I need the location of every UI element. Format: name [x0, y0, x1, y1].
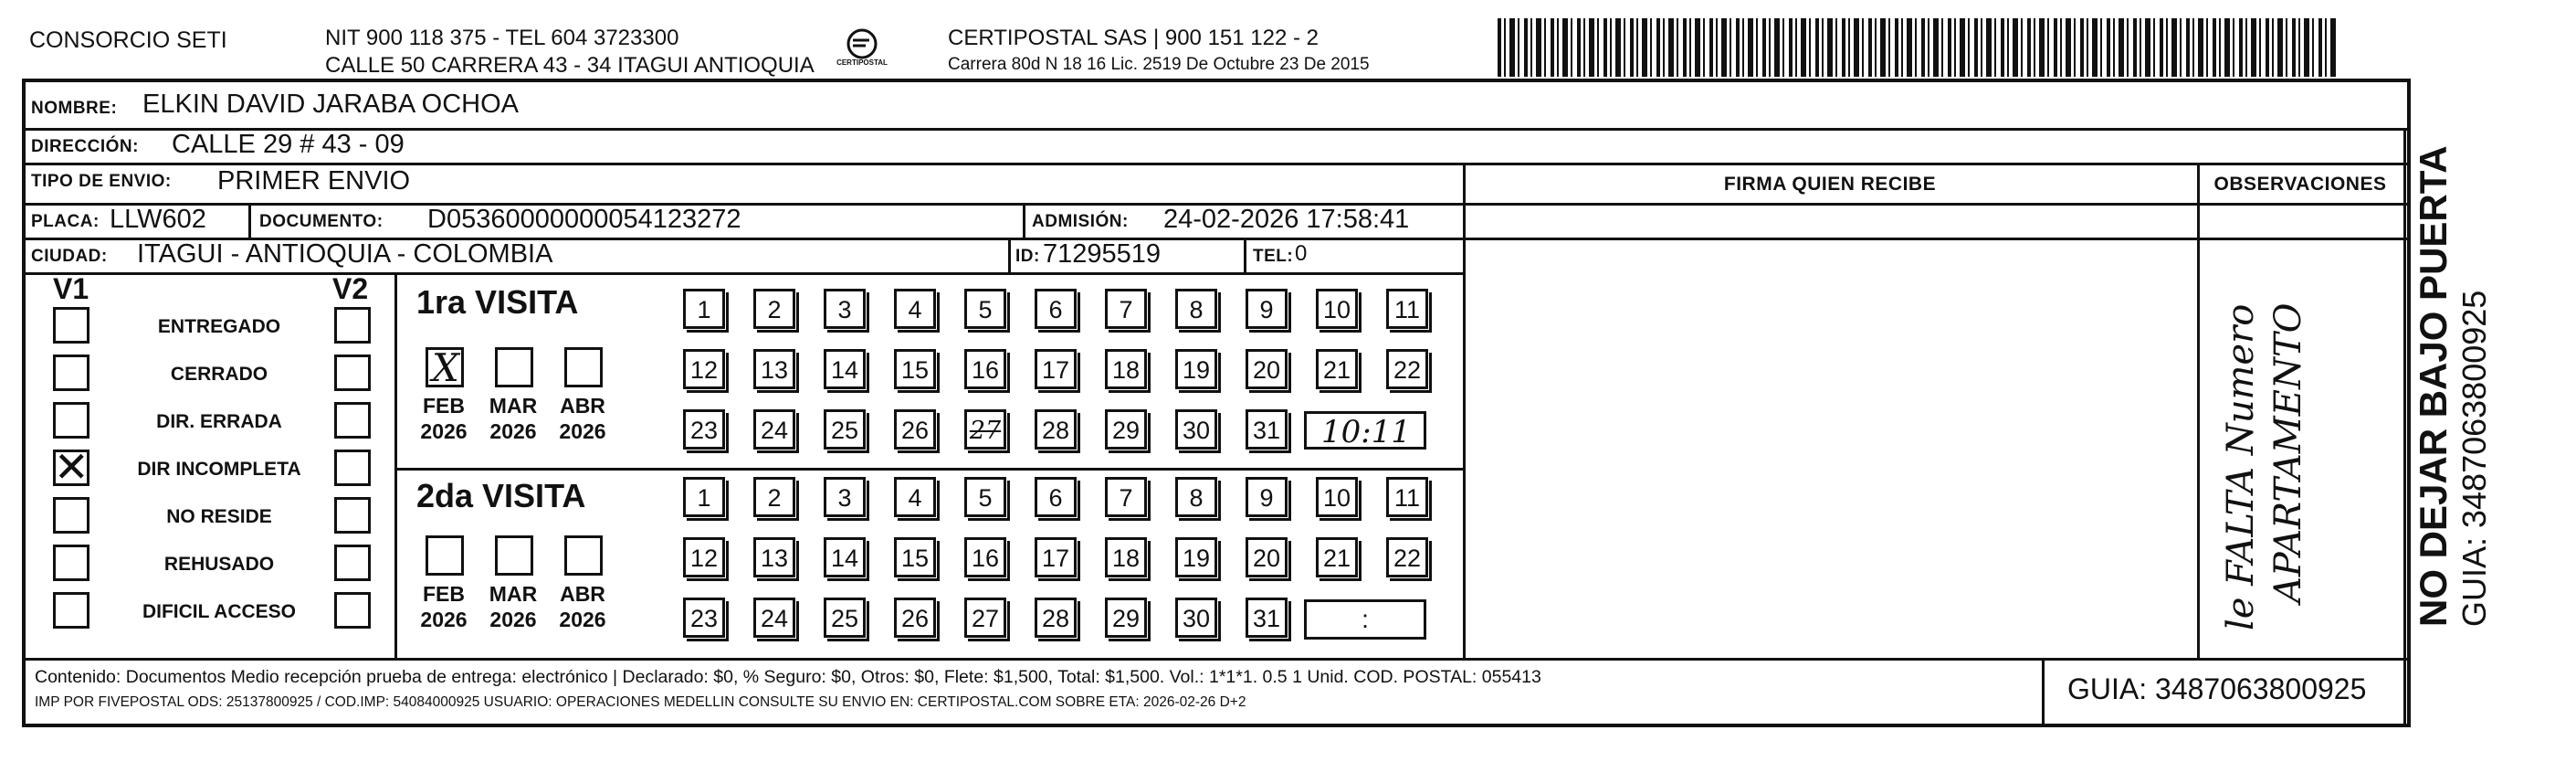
v2-checkbox[interactable] [334, 355, 371, 391]
day-box[interactable] [894, 349, 936, 389]
day-box[interactable] [753, 349, 795, 389]
day-number: 9 [1259, 484, 1274, 512]
day-number: 3 [837, 296, 852, 323]
month-label: ABR 2026 [559, 394, 606, 443]
day-number: 6 [1048, 484, 1063, 512]
v1-checkbox[interactable] [53, 545, 89, 581]
shipment-type-label: TIPO DE ENVIO: [31, 172, 172, 191]
day-number: 5 [978, 296, 993, 323]
side-warning: NO DEJAR BAJO PUERTA GUIA: 3487063800925 [2412, 145, 2493, 627]
day-number: 17 [1041, 545, 1070, 572]
day-box[interactable] [753, 409, 795, 450]
month-checkbox[interactable] [495, 535, 533, 576]
day-number: 1 [697, 484, 711, 512]
tel-value: 0 [1295, 241, 1308, 266]
day-box[interactable] [1105, 289, 1147, 329]
day-number: 22 [1393, 356, 1422, 384]
day-box[interactable] [753, 537, 795, 577]
second-visit-time-box[interactable] [1304, 599, 1426, 640]
day-number: 11 [1393, 484, 1421, 512]
day-number: 18 [1111, 545, 1141, 572]
day-number: 16 [971, 545, 1000, 572]
carrier-license: Carrera 80d N 18 16 Lic. 2519 De Octubre 23 De 2015 [948, 55, 1370, 74]
day-box[interactable] [683, 409, 725, 450]
v1-checkbox[interactable] [53, 442, 89, 492]
month-label: FEB 2026 [420, 394, 468, 443]
day-box[interactable] [824, 409, 866, 450]
day-number: 19 [1182, 545, 1211, 572]
day-box[interactable] [1316, 349, 1358, 389]
day-number: 20 [1252, 545, 1281, 572]
day-box[interactable] [964, 537, 1006, 577]
v1-header: V1 [53, 272, 89, 305]
day-number: 28 [1041, 605, 1070, 632]
day-box[interactable] [1246, 409, 1288, 450]
day-box[interactable] [1175, 537, 1217, 577]
v2-header: V2 [332, 272, 369, 305]
month-checkbox[interactable] [564, 535, 603, 576]
day-number: 12 [689, 356, 719, 384]
v2-checkbox[interactable] [334, 307, 371, 344]
first-visit-time-box[interactable] [1304, 411, 1426, 450]
day-box[interactable] [753, 598, 795, 638]
status-option-label: ENTREGADO [157, 316, 281, 337]
day-number: 25 [830, 417, 859, 444]
day-box[interactable] [753, 289, 795, 329]
day-number: 10 [1322, 484, 1351, 512]
day-number: 8 [1189, 484, 1204, 512]
day-box[interactable] [1386, 477, 1428, 517]
address-label: DIRECCIÓN: [31, 137, 139, 156]
admission-label: ADMISIÓN: [1032, 212, 1129, 231]
day-number: 7 [1119, 296, 1133, 323]
day-number: 13 [760, 545, 789, 572]
day-box[interactable] [1386, 537, 1428, 577]
day-box[interactable] [1175, 477, 1217, 517]
day-box[interactable] [894, 409, 936, 450]
day-box[interactable] [683, 477, 725, 517]
status-option-label: NO RESIDE [166, 506, 272, 527]
day-box[interactable] [1316, 289, 1358, 329]
day-box[interactable] [964, 598, 1006, 638]
day-number: 11 [1393, 296, 1421, 323]
day-number: 9 [1259, 296, 1274, 323]
month-checkbox[interactable] [495, 347, 533, 387]
month-label: ABR 2026 [559, 582, 606, 631]
shipment-type: PRIMER ENVIO [217, 166, 411, 196]
plate-label: PLACA: [31, 212, 100, 231]
month-checkbox[interactable] [426, 345, 464, 390]
day-number: 8 [1189, 296, 1204, 323]
day-box[interactable] [1035, 349, 1077, 389]
status-option-label: DIFICIL ACCESO [142, 601, 296, 622]
observation-note: le FALTA Numero APARTAMENTO [2220, 302, 2309, 630]
first-visit-time: 10:11 [1321, 414, 1411, 450]
day-box[interactable] [894, 598, 936, 638]
day-box[interactable] [1175, 349, 1217, 389]
day-box[interactable] [1246, 289, 1288, 329]
company-address: CALLE 50 CARRERA 43 - 34 ITAGUI ANTIOQUIA [325, 53, 815, 78]
day-number: 27 [971, 605, 1000, 632]
day-number: 27 [969, 417, 1002, 445]
day-box[interactable] [1105, 409, 1147, 450]
day-number: 23 [689, 605, 719, 632]
recipient-address: CALLE 29 # 43 - 09 [172, 130, 405, 159]
day-number: 1 [697, 296, 711, 323]
content-line: Contenido: Documentos Medio recepción prueba de entrega: electrónico | Declarado: $0, % Seguro: $0, Otros: $0, Flete: $1,500, Total: $1,500. Vol.: 1*1*1. 0.5 1 Unid. COD. POSTAL: 055413 [35, 667, 1541, 687]
v1-checkbox[interactable] [53, 592, 89, 629]
day-box[interactable] [1386, 289, 1428, 329]
day-number: 16 [971, 356, 1000, 384]
imp-line: IMP POR FIVEPOSTAL ODS: 25137800925 / COD.IMP: 54084000925 USUARIO: OPERACIONES MEDELLIN CONSULTE SU ENVIO EN: CERTIPOSTAL.COM SOBRE ETA: 2026-02-26 D+2 [35, 694, 1246, 710]
day-number: 10 [1322, 296, 1351, 323]
day-box[interactable] [894, 289, 936, 329]
status-option-label: REHUSADO [163, 554, 275, 575]
v1-checkbox[interactable] [53, 355, 89, 391]
day-number: 2 [767, 484, 782, 512]
id-label: ID: [1015, 247, 1040, 266]
day-number: 3 [837, 484, 852, 512]
admission-value: 24-02-2026 17:58:41 [1163, 205, 1410, 234]
observations-header: OBSERVACIONES [2213, 174, 2387, 195]
month-label: MAR 2026 [489, 582, 538, 631]
day-box[interactable] [1386, 349, 1428, 389]
day-box[interactable] [753, 477, 795, 517]
day-box[interactable] [824, 477, 866, 517]
day-number: 25 [830, 605, 859, 632]
day-number: 26 [900, 605, 930, 632]
recipient-name: ELKIN DAVID JARABA OCHOA [142, 90, 520, 119]
footer-guia: GUIA: 3487063800925 [2067, 672, 2367, 705]
day-box[interactable] [1035, 598, 1077, 638]
status-option-label: CERRADO [170, 364, 268, 385]
day-box[interactable] [894, 477, 936, 517]
day-box[interactable] [824, 289, 866, 329]
day-number: 4 [908, 484, 922, 512]
company-name: CONSORCIO SETI [29, 27, 227, 53]
day-box[interactable] [683, 289, 725, 329]
day-box[interactable] [1316, 537, 1358, 577]
month-label: FEB 2026 [420, 582, 468, 631]
day-number: 13 [760, 356, 789, 384]
day-number: 15 [900, 356, 930, 384]
second-visit-time: : [1362, 605, 1369, 633]
day-box[interactable] [1105, 477, 1147, 517]
day-box[interactable] [683, 349, 725, 389]
day-box[interactable] [1105, 598, 1147, 638]
day-number: 17 [1041, 356, 1070, 384]
day-number: 15 [900, 545, 930, 572]
day-box[interactable] [1246, 349, 1288, 389]
day-number: 26 [900, 417, 930, 444]
day-number: 24 [760, 417, 789, 444]
day-number: 4 [908, 296, 922, 323]
city-value: ITAGUI - ANTIOQUIA - COLOMBIA [137, 239, 553, 269]
day-number: 19 [1182, 356, 1211, 384]
day-number: 22 [1393, 545, 1422, 572]
certipostal-logo: CERTIPOSTAL [833, 27, 891, 73]
city-label: CIUDAD: [31, 247, 108, 266]
day-box[interactable] [1246, 598, 1288, 638]
day-box[interactable] [1175, 598, 1217, 638]
document-label: DOCUMENTO: [259, 212, 384, 231]
day-number: 2 [767, 296, 782, 323]
day-number: 21 [1322, 356, 1351, 384]
nit-line: NIT 900 118 375 - TEL 604 3723300 [325, 26, 679, 50]
day-box[interactable] [964, 289, 1006, 329]
day-number: 14 [830, 545, 859, 572]
day-number: 21 [1322, 545, 1351, 572]
day-box[interactable] [1035, 477, 1077, 517]
plate-value: LLW602 [110, 205, 206, 234]
day-box[interactable] [1316, 477, 1358, 517]
day-number: 31 [1252, 417, 1281, 444]
v1-checkbox[interactable] [53, 307, 89, 344]
v1-checkbox[interactable] [53, 497, 89, 534]
day-number: 5 [978, 484, 993, 512]
second-visit-title: 2da VISITA [416, 477, 586, 514]
day-number: 30 [1182, 605, 1211, 632]
day-box[interactable] [683, 598, 725, 638]
v2-checkbox[interactable] [334, 450, 371, 486]
day-box[interactable] [683, 537, 725, 577]
signature-header: FIRMA QUIEN RECIBE [1723, 174, 1937, 195]
day-box[interactable] [964, 409, 1006, 450]
day-number: 31 [1252, 605, 1281, 632]
v2-checkbox[interactable] [334, 592, 371, 629]
month-checkbox[interactable] [426, 535, 464, 576]
check-mark-icon: ✕ [54, 442, 89, 492]
day-number: 7 [1119, 484, 1133, 512]
day-number: 23 [689, 417, 719, 444]
day-number: 18 [1111, 356, 1141, 384]
check-mark-icon: X [432, 345, 459, 390]
day-number: 14 [830, 356, 859, 384]
day-box[interactable] [824, 349, 866, 389]
v1-checkbox[interactable] [53, 402, 89, 439]
day-box[interactable] [1105, 349, 1147, 389]
tel-label: TEL: [1253, 247, 1294, 266]
v2-checkbox[interactable] [334, 497, 371, 534]
day-box[interactable] [894, 537, 936, 577]
day-number: 28 [1041, 417, 1070, 444]
v2-checkbox[interactable] [334, 545, 371, 581]
month-label: MAR 2026 [489, 394, 538, 443]
status-option-label: DIR. ERRADA [156, 411, 282, 432]
barcode [1498, 18, 2338, 77]
id-value: 71295519 [1043, 239, 1162, 269]
day-box[interactable] [1035, 537, 1077, 577]
day-box[interactable] [824, 537, 866, 577]
day-number: 30 [1182, 417, 1211, 444]
day-box[interactable] [1246, 477, 1288, 517]
v2-checkbox[interactable] [334, 402, 371, 439]
day-box[interactable] [1035, 289, 1077, 329]
carrier-line: CERTIPOSTAL SAS | 900 151 122 - 2 [948, 26, 1319, 50]
day-number: 24 [760, 605, 789, 632]
day-box[interactable] [1175, 409, 1217, 450]
day-box[interactable] [1246, 537, 1288, 577]
day-box[interactable] [824, 598, 866, 638]
first-visit-title: 1ra VISITA [416, 283, 579, 321]
day-box[interactable] [1105, 537, 1147, 577]
shipping-form [22, 79, 2411, 727]
day-number: 29 [1111, 605, 1141, 632]
day-number: 6 [1048, 296, 1063, 323]
status-option-label: DIR INCOMPLETA [137, 459, 301, 480]
day-number: 20 [1252, 356, 1281, 384]
day-box[interactable] [964, 349, 1006, 389]
month-checkbox[interactable] [564, 347, 603, 387]
name-label: NOMBRE: [31, 99, 118, 118]
document-value: D05360000000054123272 [427, 205, 741, 234]
day-box[interactable] [1175, 289, 1217, 329]
day-number: 12 [689, 545, 719, 572]
day-number: 29 [1111, 417, 1141, 444]
day-box[interactable] [1035, 409, 1077, 450]
day-box[interactable] [964, 477, 1006, 517]
